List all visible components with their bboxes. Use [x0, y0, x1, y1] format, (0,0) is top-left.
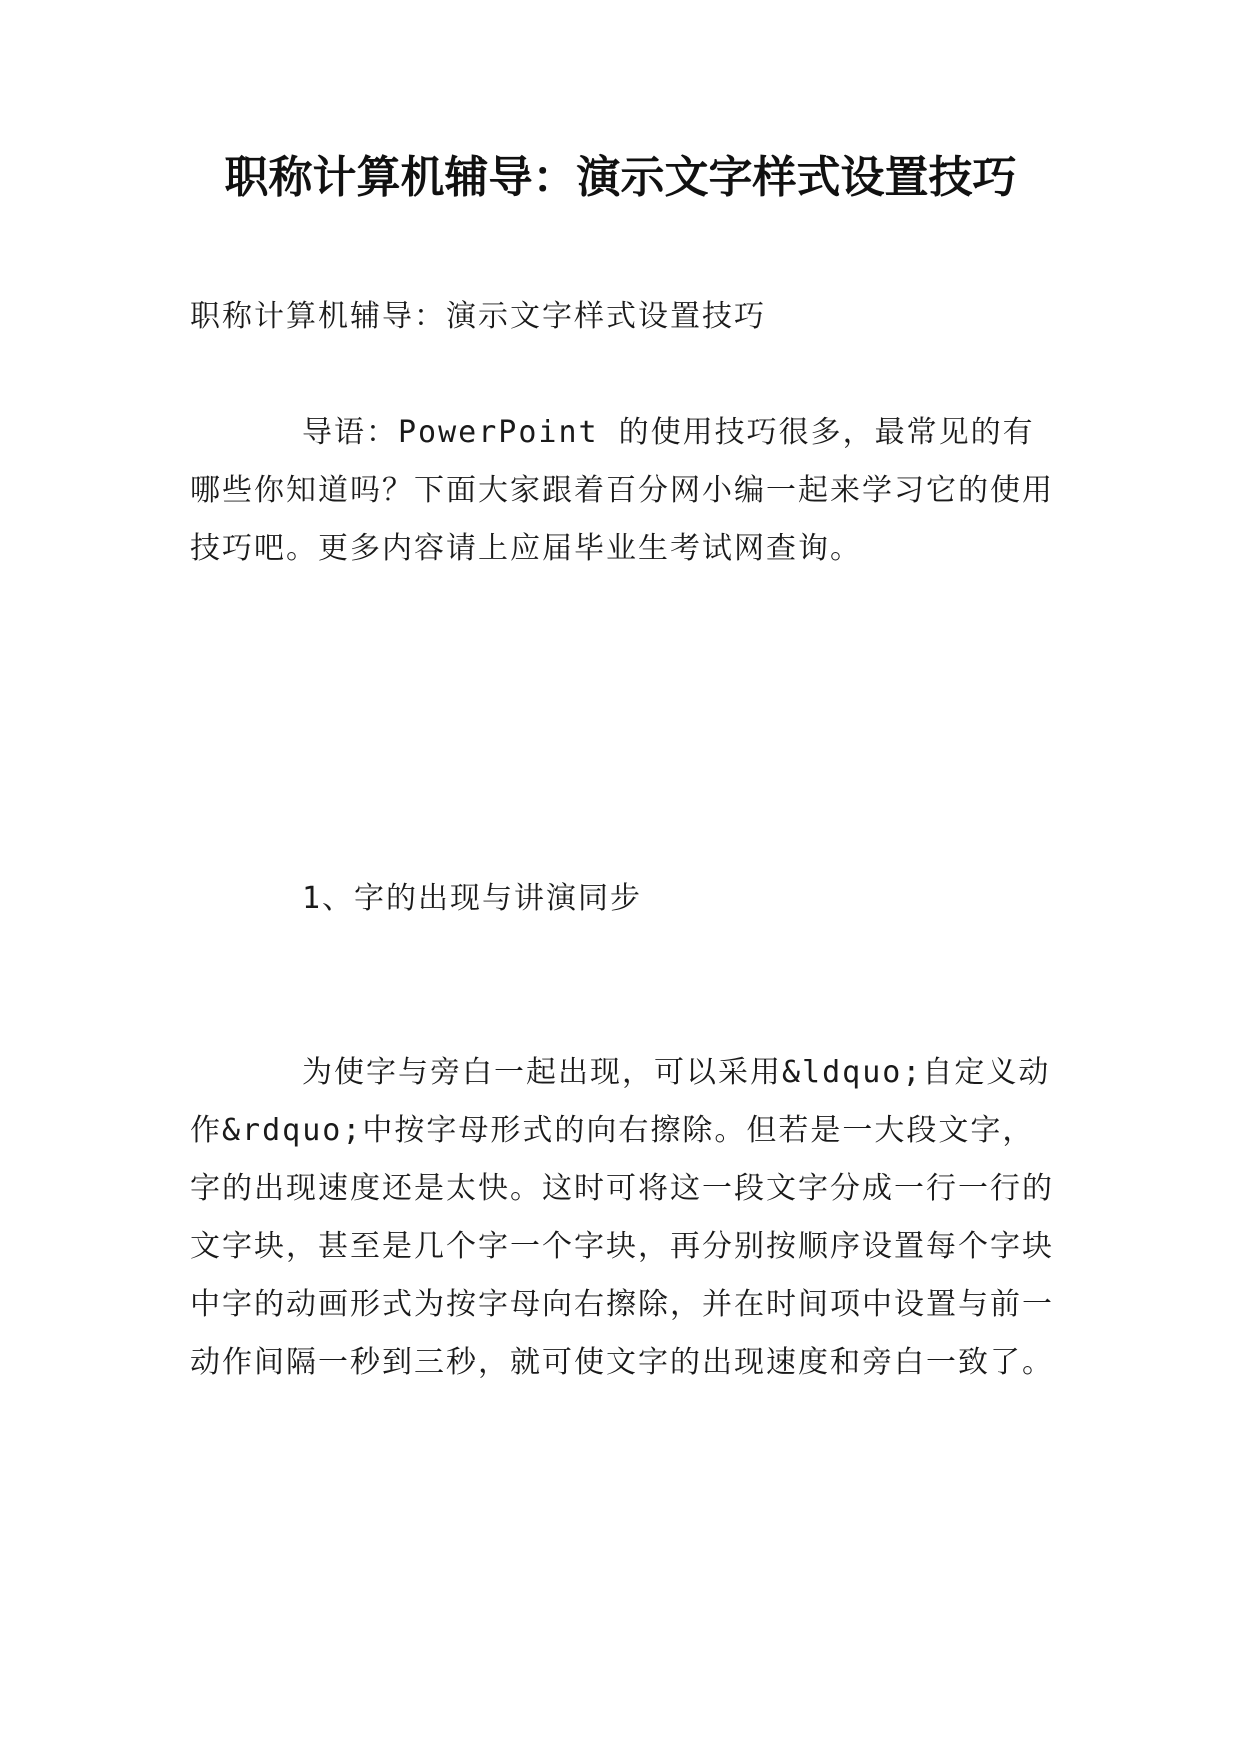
- intro-paragraph: 导语：PowerPoint 的使用技巧很多，最常见的有哪些你知道吗？下面大家跟着百分网小编一起来学习它的使用技巧吧。更多内容请上应届毕业生考试网查询。: [190, 415, 1054, 566]
- section-heading-1: 1、字的出现与讲演同步: [302, 881, 643, 916]
- section-body-1: 为使字与旁白一起出现，可以采用&ldquo;自定义动作&rdquo;中按字母形式的向右擦除。但若是一大段文字，字的出现速度还是太快。这时可将这一段文字分成一行一行的文字块，甚至是几个字一个字块，再分别按顺序设置每个字块中字的动画形式为按字母向右擦除，并在时间项中设置与前一动作间隔一秒到三秒，就可使文字的出现速度和旁白一致了。: [190, 1055, 1054, 1380]
- document-title: 职称计算机辅导：演示文字样式设置技巧: [224, 152, 1017, 203]
- document-subtitle: 职称计算机辅导：演示文字样式设置技巧: [190, 299, 766, 334]
